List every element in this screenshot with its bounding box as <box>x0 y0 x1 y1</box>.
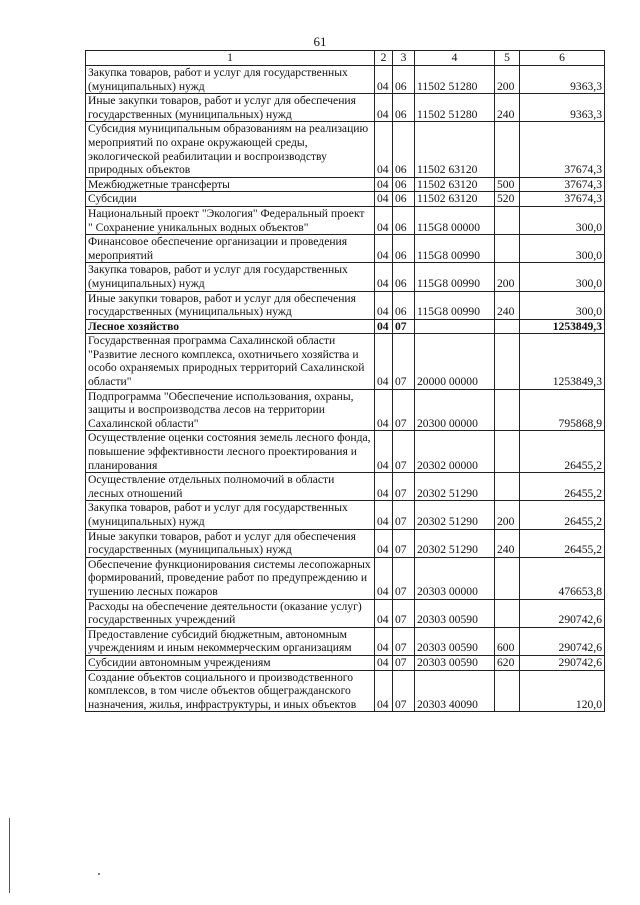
row-name-cell: Субсидии <box>86 192 375 207</box>
row-target-article-cell: 20302 00000 <box>415 431 495 473</box>
row-amount-cell: 300,0 <box>520 235 605 263</box>
row-name-cell: Субсидия муниципальным образованиям на реализацию мероприятий по охране окружающей среды, экологической реабилитации и воспроизводству природных объектов <box>86 122 375 177</box>
row-amount-cell: 26455,2 <box>520 473 605 501</box>
row-expense-type-cell: 600 <box>495 627 520 655</box>
row-amount-cell: 300,0 <box>520 291 605 319</box>
row-expense-type-cell <box>495 557 520 599</box>
row-section-cell: 04 <box>375 431 393 473</box>
row-target-article-cell: 20300 00000 <box>415 389 495 431</box>
row-amount-cell: 26455,2 <box>520 431 605 473</box>
row-name-cell: Обеспечение функционирования системы лесопожарных формирований, проведение работ по предупреждению и тушению лесных пожаров <box>86 557 375 599</box>
table-row <box>86 206 605 234</box>
table-row <box>86 599 605 627</box>
table-row <box>86 529 605 557</box>
row-subsection-cell: 06 <box>393 94 415 122</box>
row-section-cell: 04 <box>375 192 393 207</box>
row-name-cell: Расходы на обеспечение деятельности (оказание услуг) государственных учреждений <box>86 599 375 627</box>
table-row <box>86 177 605 192</box>
row-expense-type-cell: 200 <box>495 66 520 94</box>
row-subsection-cell: 07 <box>393 473 415 501</box>
row-expense-type-cell: 240 <box>495 94 520 122</box>
table-row <box>86 389 605 431</box>
row-name-cell: Осуществление оценки состояния земель лесного фонда, повышение эффективности лесного проектирования и планирования <box>86 431 375 473</box>
row-amount-cell: 37674,3 <box>520 122 605 177</box>
header-cell: 4 <box>415 51 495 66</box>
row-name-cell: Закупка товаров, работ и услуг для государственных (муниципальных) нужд <box>86 66 375 94</box>
row-expense-type-cell <box>495 670 520 712</box>
row-target-article-cell: 20302 51290 <box>415 501 495 529</box>
row-subsection-cell: 06 <box>393 66 415 94</box>
table-row <box>86 319 605 334</box>
row-amount-cell: 9363,3 <box>520 94 605 122</box>
row-name-cell: Иные закупки товаров, работ и услуг для обеспечения государственных (муниципальных) нужд <box>86 94 375 122</box>
row-section-cell: 04 <box>375 655 393 670</box>
row-section-cell: 04 <box>375 557 393 599</box>
table-row <box>86 557 605 599</box>
row-target-article-cell: 20303 00590 <box>415 655 495 670</box>
table-row <box>86 431 605 473</box>
row-subsection-cell: 07 <box>393 655 415 670</box>
row-name-cell: Осуществление отдельных полномочий в области лесных отношений <box>86 473 375 501</box>
row-section-cell: 04 <box>375 263 393 291</box>
row-amount-cell: 37674,3 <box>520 177 605 192</box>
table-row <box>86 627 605 655</box>
row-expense-type-cell <box>495 122 520 177</box>
row-expense-type-cell: 240 <box>495 529 520 557</box>
table-row <box>86 670 605 712</box>
row-expense-type-cell <box>495 431 520 473</box>
budget-table <box>85 50 605 712</box>
header-cell: 6 <box>520 51 605 66</box>
row-amount-cell: 290742,6 <box>520 655 605 670</box>
row-section-cell: 04 <box>375 473 393 501</box>
margin-line <box>9 818 10 893</box>
header-cell: 1 <box>86 51 375 66</box>
row-expense-type-cell: 200 <box>495 263 520 291</box>
row-target-article-cell: 20302 51290 <box>415 529 495 557</box>
row-target-article-cell: 20303 00590 <box>415 627 495 655</box>
row-section-cell: 04 <box>375 389 393 431</box>
row-target-article-cell: 115G8 00990 <box>415 263 495 291</box>
row-target-article-cell: 20000 00000 <box>415 334 495 389</box>
row-expense-type-cell: 240 <box>495 291 520 319</box>
row-target-article-cell: 115G8 00000 <box>415 206 495 234</box>
row-name-cell: Закупка товаров, работ и услуг для государственных (муниципальных) нужд <box>86 501 375 529</box>
row-expense-type-cell: 500 <box>495 177 520 192</box>
row-amount-cell: 476653,8 <box>520 557 605 599</box>
row-target-article-cell <box>415 319 495 334</box>
row-section-cell: 04 <box>375 334 393 389</box>
row-name-cell: Государственная программа Сахалинской области "Развитие лесного комплекса, охотничьего хозяйства и особо охраняемых природных территорий Сахалинской области" <box>86 334 375 389</box>
row-name-cell: Подпрограмма "Обеспечение использования, охраны, защиты и воспроизводства лесов на территории Сахалинской области" <box>86 389 375 431</box>
header-cell: 5 <box>495 51 520 66</box>
row-expense-type-cell <box>495 389 520 431</box>
row-section-cell: 04 <box>375 627 393 655</box>
row-section-cell: 04 <box>375 177 393 192</box>
row-target-article-cell: 11502 51280 <box>415 94 495 122</box>
row-section-cell: 04 <box>375 122 393 177</box>
row-expense-type-cell <box>495 319 520 334</box>
row-amount-cell: 300,0 <box>520 263 605 291</box>
header-cell: 2 <box>375 51 393 66</box>
row-subsection-cell: 07 <box>393 389 415 431</box>
row-amount-cell: 795868,9 <box>520 389 605 431</box>
table-row <box>86 235 605 263</box>
row-amount-cell: 290742,6 <box>520 627 605 655</box>
row-target-article-cell: 11502 51280 <box>415 66 495 94</box>
row-target-article-cell: 20303 00000 <box>415 557 495 599</box>
table-row <box>86 655 605 670</box>
row-subsection-cell: 07 <box>393 529 415 557</box>
row-subsection-cell: 07 <box>393 319 415 334</box>
row-subsection-cell: 06 <box>393 235 415 263</box>
row-subsection-cell: 06 <box>393 263 415 291</box>
row-expense-type-cell <box>495 334 520 389</box>
row-amount-cell: 290742,6 <box>520 599 605 627</box>
row-subsection-cell: 07 <box>393 670 415 712</box>
row-name-cell: Лесное хозяйство <box>86 319 375 334</box>
row-subsection-cell: 06 <box>393 177 415 192</box>
row-target-article-cell: 11502 63120 <box>415 192 495 207</box>
row-target-article-cell: 20303 40090 <box>415 670 495 712</box>
row-name-cell: Национальный проект "Экология" Федеральный проект " Сохранение уникальных водных объектов" <box>86 206 375 234</box>
row-target-article-cell: 11502 63120 <box>415 122 495 177</box>
row-amount-cell: 300,0 <box>520 206 605 234</box>
row-amount-cell: 1253849,3 <box>520 319 605 334</box>
table-row <box>86 192 605 207</box>
row-amount-cell: 1253849,3 <box>520 334 605 389</box>
row-section-cell: 04 <box>375 66 393 94</box>
table-row <box>86 122 605 177</box>
row-expense-type-cell <box>495 473 520 501</box>
row-amount-cell: 37674,3 <box>520 192 605 207</box>
row-name-cell: Межбюджетные трансферты <box>86 177 375 192</box>
row-subsection-cell: 07 <box>393 431 415 473</box>
row-subsection-cell: 06 <box>393 192 415 207</box>
table-row <box>86 263 605 291</box>
row-name-cell: Иные закупки товаров, работ и услуг для обеспечения государственных (муниципальных) нужд <box>86 529 375 557</box>
row-subsection-cell: 06 <box>393 291 415 319</box>
row-section-cell: 04 <box>375 501 393 529</box>
row-target-article-cell: 115G8 00990 <box>415 291 495 319</box>
row-section-cell: 04 <box>375 94 393 122</box>
row-expense-type-cell: 620 <box>495 655 520 670</box>
row-target-article-cell: 115G8 00990 <box>415 235 495 263</box>
row-expense-type-cell <box>495 599 520 627</box>
row-expense-type-cell <box>495 235 520 263</box>
row-expense-type-cell: 520 <box>495 192 520 207</box>
row-expense-type-cell <box>495 206 520 234</box>
table-row <box>86 473 605 501</box>
table-row <box>86 291 605 319</box>
row-subsection-cell: 07 <box>393 557 415 599</box>
table-row <box>86 66 605 94</box>
row-section-cell: 04 <box>375 291 393 319</box>
row-amount-cell: 26455,2 <box>520 501 605 529</box>
row-subsection-cell: 07 <box>393 334 415 389</box>
row-section-cell: 04 <box>375 670 393 712</box>
row-section-cell: 04 <box>375 599 393 627</box>
row-subsection-cell: 07 <box>393 501 415 529</box>
row-target-article-cell: 20303 00590 <box>415 599 495 627</box>
table-row <box>86 94 605 122</box>
row-amount-cell: 120,0 <box>520 670 605 712</box>
scan-dot <box>98 873 100 875</box>
header-cell: 3 <box>393 51 415 66</box>
row-subsection-cell: 07 <box>393 627 415 655</box>
row-subsection-cell: 06 <box>393 122 415 177</box>
row-section-cell: 04 <box>375 206 393 234</box>
row-expense-type-cell: 200 <box>495 501 520 529</box>
row-amount-cell: 9363,3 <box>520 66 605 94</box>
row-section-cell: 04 <box>375 319 393 334</box>
row-name-cell: Закупка товаров, работ и услуг для государственных (муниципальных) нужд <box>86 263 375 291</box>
row-section-cell: 04 <box>375 235 393 263</box>
page-number: 61 <box>313 34 327 49</box>
row-name-cell: Финансовое обеспечение организации и проведения мероприятий <box>86 235 375 263</box>
row-target-article-cell: 11502 63120 <box>415 177 495 192</box>
row-target-article-cell: 20302 51290 <box>415 473 495 501</box>
table-header-row <box>86 51 605 66</box>
row-name-cell: Иные закупки товаров, работ и услуг для обеспечения государственных (муниципальных) нужд <box>86 291 375 319</box>
budget-table-body <box>86 51 605 712</box>
row-name-cell: Предоставление субсидий бюджетным, автономным учреждениям и иным некоммерческим организациям <box>86 627 375 655</box>
row-name-cell: Субсидии автономным учреждениям <box>86 655 375 670</box>
row-amount-cell: 26455,2 <box>520 529 605 557</box>
row-subsection-cell: 07 <box>393 599 415 627</box>
row-subsection-cell: 06 <box>393 206 415 234</box>
row-section-cell: 04 <box>375 529 393 557</box>
table-row <box>86 501 605 529</box>
row-name-cell: Создание объектов социального и производственного комплексов, в том числе объектов общегражданского назначения, жилья, инфраструктуры, и иных объектов <box>86 670 375 712</box>
table-row <box>86 334 605 389</box>
